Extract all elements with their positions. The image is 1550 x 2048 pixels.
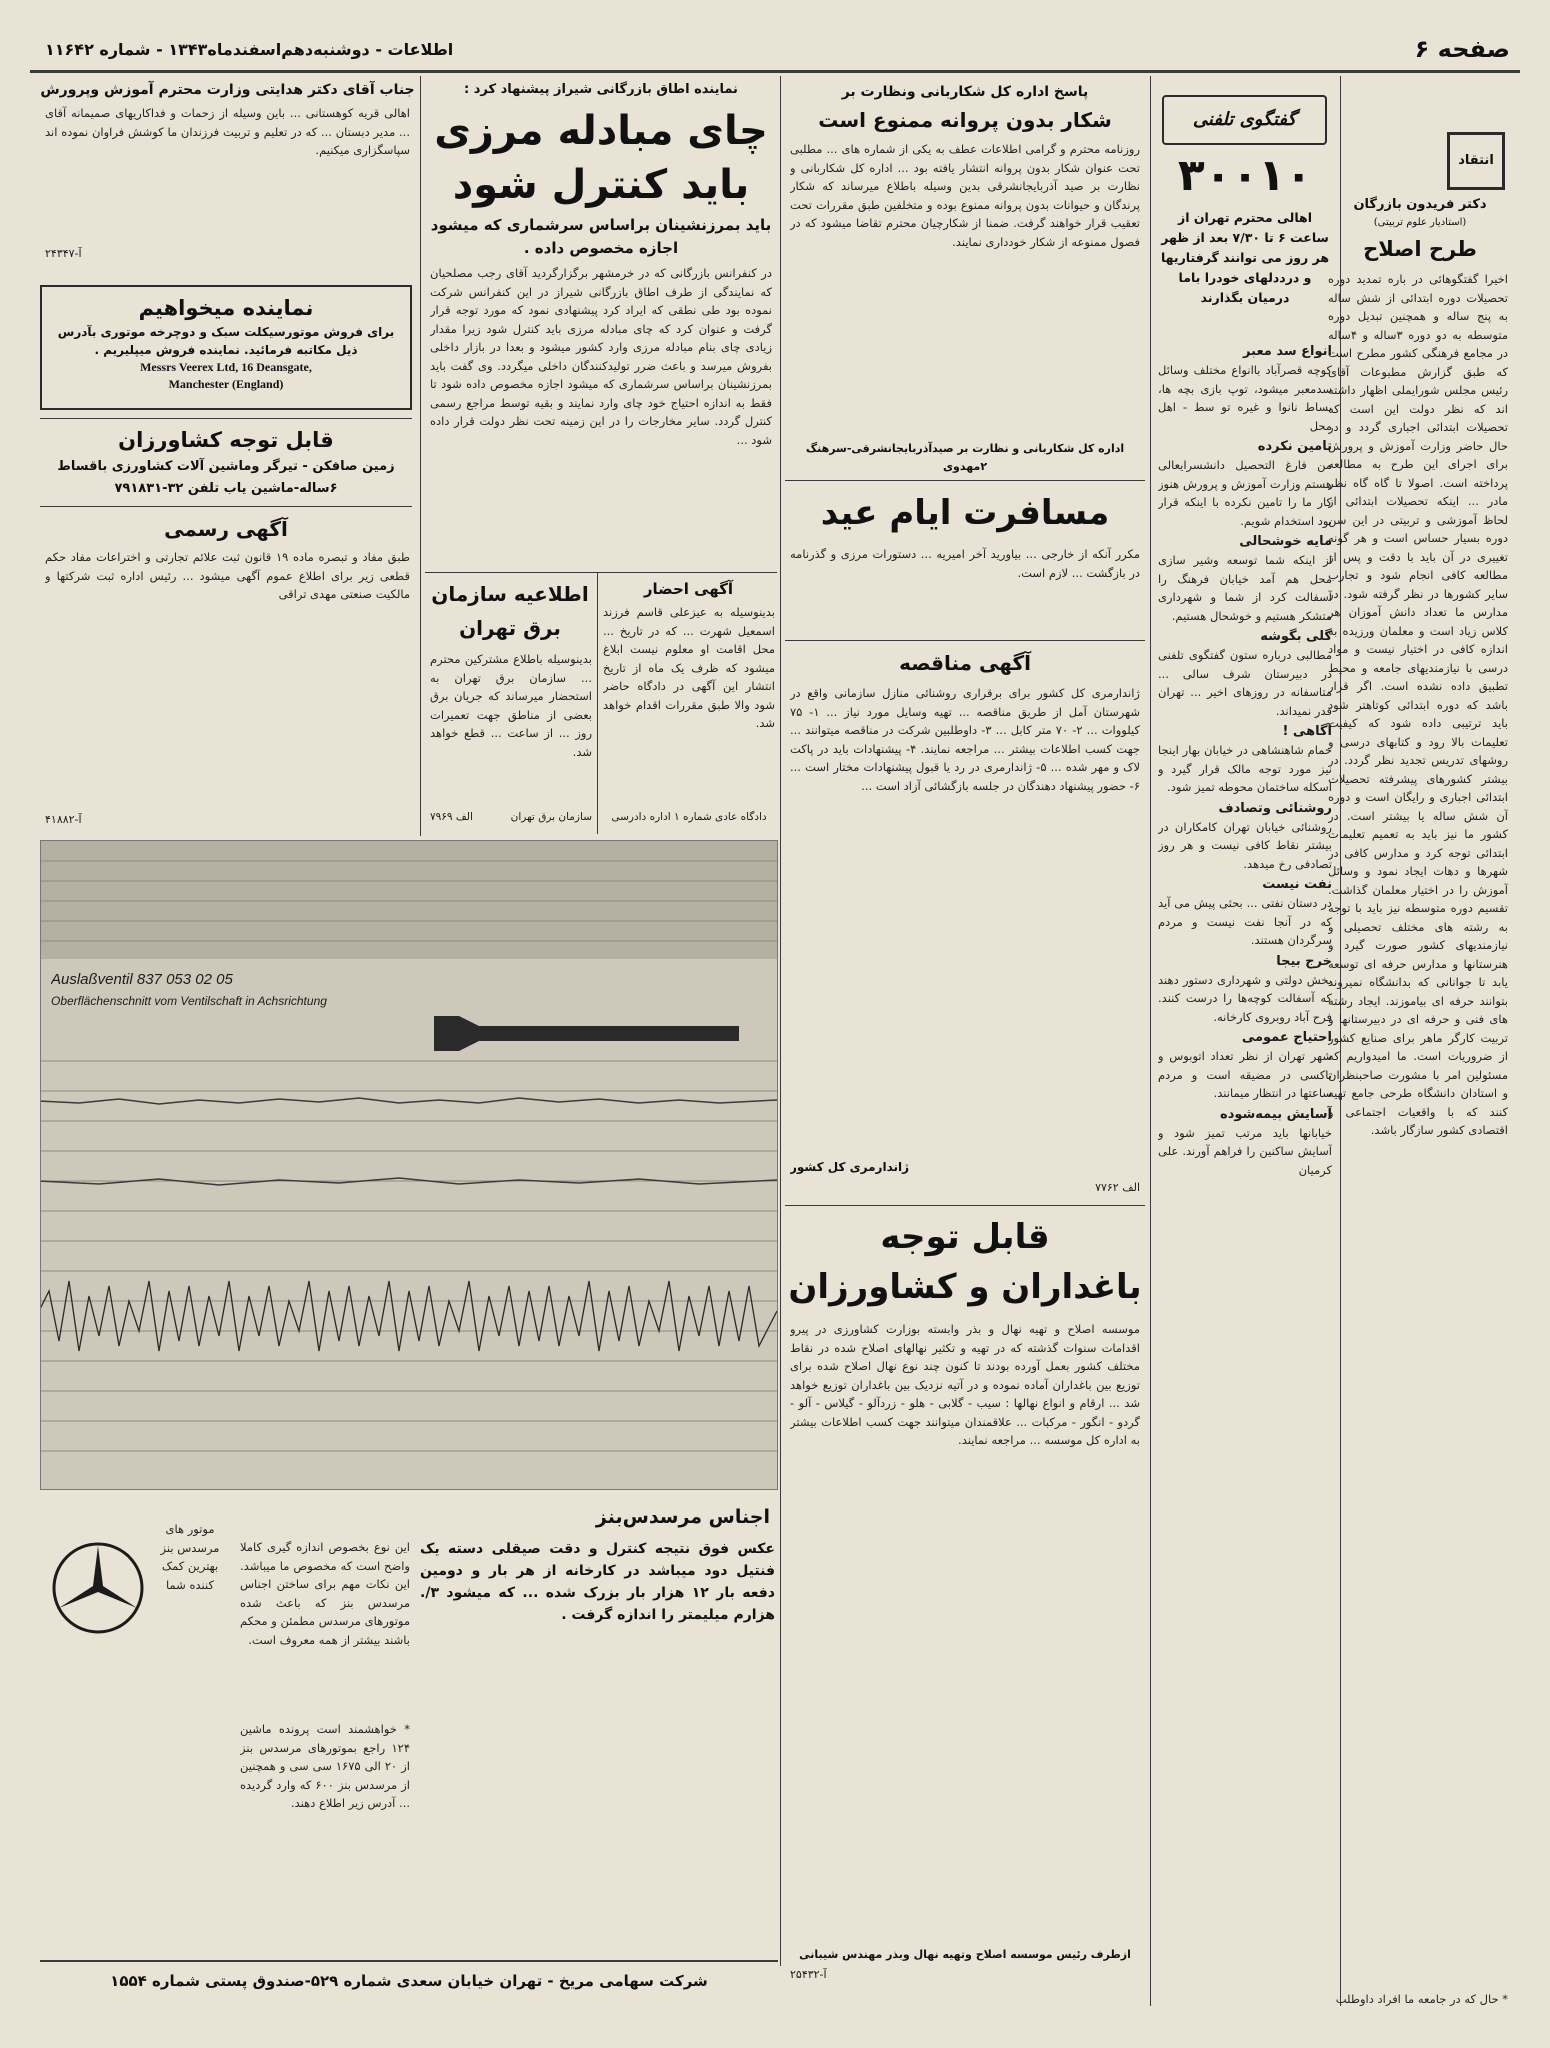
phone-item bbox=[1158, 801, 1332, 874]
monaqese-headline: آگهی مناقصه bbox=[899, 651, 1031, 675]
mercedes-title: اجناس مرسدس‌بنز bbox=[595, 1506, 770, 1528]
mercedes-footer: شرکت سهامی مریخ - تهران خیابان سعدی شماره ۵۲۹-صندوق پستی شماره ۱۵۵۴ bbox=[110, 1972, 708, 1990]
item-title: روشنائی وتصادف bbox=[1218, 800, 1332, 816]
safar-body: مکرر آنکه از خارجی ... بیاورید آخر امیریه ... دستورات مرزی و گذرنامه در بازگشت ... لازم است. bbox=[790, 547, 1140, 580]
item-title: آسایش بیمه‌شوده bbox=[1220, 1106, 1332, 1122]
phone-item bbox=[1158, 534, 1332, 625]
rule bbox=[785, 640, 1145, 641]
valve-shape bbox=[434, 1016, 739, 1051]
byline: دکتر فریدون بازرگان bbox=[1353, 197, 1487, 212]
column-rule bbox=[597, 572, 598, 834]
phone-column-logo: گفتگوی تلفنی bbox=[1162, 95, 1327, 145]
phone-item bbox=[1158, 439, 1332, 530]
farm-ad-body: زمین صافکن - تیرگر وماشین آلات کشاورزی باقساط ۶ساله-ماشین یاب تلفن ۳۲-۷۹۱۸۳۱ bbox=[57, 459, 395, 496]
mercedes-col1: عکس فوق نتیجه کنترل و دقت صیقلی دسته یک فنتیل دود میباشد در کارخانه از هر بار و دومین دفعه بار ۱۲ هزار بار بزرک شده ... که میشود ۳/. هزارم میلیمتر را اندازه گرفت . bbox=[420, 1541, 775, 1623]
bargh-title: اطلاعیه سازمان برق تهران bbox=[431, 582, 589, 640]
phone-item bbox=[1158, 344, 1332, 435]
item-text: روشنائی خیابان تهران کامکاران در بیشتر نقاط کافی نیست و هر روز تصادفی رخ میدهد. bbox=[1158, 819, 1332, 871]
mercedes-note: * خواهشمند است پرونده ماشین ۱۲۴ راجع بموتورهای مرسدس بنز از ۲۰ الی ۱۶۷۵ سی سی و همچنین از مرسدس بنز ۶۰۰ که وارد گردیده ... آدرس زیر اطلاع دهند. bbox=[240, 1722, 410, 1810]
rule bbox=[785, 1205, 1145, 1206]
ehzar-body: بدینوسیله به عیزعلی قاسم فرزند اسمعیل شهرت ... که در تاریخ ... محل اقامت او معلوم نیست ابلاغ میشود که ظرف یک ماه از تاریخ انتشار این آگهی در دادگاه حاضر شود والا طبق مقررات اقدام خواهد شد. bbox=[603, 605, 775, 730]
ad-box-address-1: Messrs Veerex Ltd, 16 Deansgate, bbox=[140, 360, 312, 374]
shekar-sign: اداره کل شکاربانی و نظارت بر صیدآذربایجانشرقی-سرهنگ ۲مهدوی bbox=[805, 442, 1125, 473]
item-text: کوچه قصرآباد باانواع مختلف وسائل سدمعبر میشود، توپ بازی بچه ها، بساط نانوا و غیره تو سط - اهل محل bbox=[1158, 363, 1332, 433]
item-text: از اینکه شما توسعه وشیر سازی محل هم آمد خیابان فرهنگ را آسفالت کرد از شما و شهرداری متشکر هستیم و خوشحال هستیم. bbox=[1158, 553, 1332, 623]
item-title: احتیاج عمومی bbox=[1241, 1030, 1332, 1045]
article-title: طرح اصلاح bbox=[1363, 237, 1477, 261]
item-title: نفت نیست bbox=[1262, 877, 1332, 892]
baghdar-sign: ازطرف رئیس موسسه اصلاح وتهیه نهال وبذر مهندس شیبانی bbox=[799, 1948, 1131, 1961]
item-text: خیابانها باید مرتب تمیز شود و آسایش ساکنین را فراهم آورند. علی کرمیان bbox=[1158, 1125, 1332, 1177]
mercedes-emblem-area bbox=[50, 1520, 230, 1720]
rule bbox=[40, 418, 412, 419]
item-text: در دستان نفتی ... بحثی پیش می آید که در آنجا نفت نیست و مردم سرگردان هستند. bbox=[1158, 896, 1332, 947]
profile-trace-1 bbox=[40, 1098, 777, 1104]
item-title: تامین نکرده bbox=[1257, 439, 1332, 454]
article-footer: * حال که در جامعه ما افراد داوطلب bbox=[1335, 1992, 1508, 2006]
masthead-date: اطلاعات - دوشنبه‌دهم‌اسفندماه۱۳۴۳ - شماره ۱۱۶۴۲ bbox=[45, 40, 454, 59]
tea-body: در کنفرانس بازرگانی که در خرمشهر برگزارگردید آقای رجب مصلحیان که نمایندگی از طرف اطاق بازرگانی شیراز در این کنفرانس شرکت نموده بود طی نطقی که ایراد کرد پیشنهادی نمود که مورد توجه قرار گرفت و عنوان کرد که چای مبادله مرزی باید کنترل شود زیرا مقدار زیادی چای بنام مبادله مرزی وارد کشور میشود و بعدا در بازار داخلی بفروش میرسد و باعث ضرر تولیدکنندگان داخلی میگردد. وی گفت باید بمرزنشینان براساس سرشماری که میشود اجازه مخصوص داده شود تا فقط به اندازه احتیاج خود چای وارد نمایند و بقیه توسط مراجع رسمی کنترل گردد. سایر مخارجات را در این زمینه تحت نظر دولت قرار داده شود ... bbox=[430, 266, 772, 447]
ad-box-address-2: Manchester (England) bbox=[168, 377, 284, 391]
tea-subhead: باید بمرزنشینان براساس سرشماری که میشود اجازه مخصوص داده . bbox=[430, 216, 772, 257]
mercedes-star-icon bbox=[50, 1540, 146, 1636]
rule bbox=[785, 480, 1145, 481]
ad-box bbox=[40, 285, 412, 410]
ventil-photo-svg bbox=[40, 841, 777, 1490]
masthead-rule bbox=[30, 70, 1520, 73]
phone-item bbox=[1158, 629, 1332, 720]
phone-item bbox=[1158, 1107, 1332, 1180]
ad-box-body: برای فروش موتورسیکلت سبک و دوچرخه موتوری بآدرس ذیل مکاتبه فرمائید. نماینده فروش میپلیریم . bbox=[57, 325, 395, 357]
monaqese-body: ژاندارمری کل کشور برای برقراری روشنائی منازل سازمانی واقع در شهرستان آمل از طریق مناقصه ... تهیه وسایل مورد نیاز ... ۱- ۷۵ کیلووات ... ۲- ۷۰ متر کابل ... ۳- داوطلبین شرکت در مناقصه میتوانند ... جهت کسب اطلاعات بیشتر ... مراجعه نمایند. ۴- پیشنهادات باید در پاکت لاک و مهر شده ... ۵- ژاندارمری در رد یا قبول پیشنهادات مختار است ... ۶- حضور پیشنهاد دهندگان در جلسه بازگشائی آزاد است ... bbox=[790, 686, 1140, 793]
ehzar-sign: دادگاه عادی شماره ۱ اداره دادرسی bbox=[611, 811, 767, 823]
phone-item bbox=[1158, 1030, 1332, 1103]
item-title: خرج بیجا bbox=[1276, 953, 1332, 969]
bargh-sign: سازمان برق تهران bbox=[510, 811, 592, 823]
phone-number: ۳۰۰۱۰ bbox=[1177, 150, 1313, 201]
column-rule bbox=[420, 76, 421, 836]
phone-items bbox=[1158, 340, 1332, 1980]
thanks-code: آ-۲۴۳۴۷ bbox=[45, 247, 82, 260]
item-text: بخش دولتی و شهرداری دستور دهند که آسفالت کوچه‌ها را درست کنند. فرح آباد روبروی کارخانه. bbox=[1158, 972, 1332, 1024]
rule bbox=[40, 506, 412, 507]
item-title: مایه خوشحالی bbox=[1239, 534, 1332, 549]
item-text: حمام شاهنشاهی در خیابان بهار اینجا نیز مورد توجه مالک قرار گیرد و اسکله ساختمان محوطه تمیز شود. bbox=[1158, 743, 1332, 794]
column-rule bbox=[780, 76, 781, 1966]
official-ad-title: آگهی رسمی bbox=[164, 517, 288, 541]
column-rule bbox=[1150, 76, 1151, 2006]
item-title: انواع سد معبر bbox=[1243, 344, 1332, 359]
ventil-caption-code: Auslaßventil 837 053 02 05 bbox=[51, 971, 233, 988]
official-ad-code: آ-۴۱۸۸۲ bbox=[45, 813, 82, 826]
item-title: آگاهی ! bbox=[1282, 724, 1332, 739]
official-ad-body: طبق مفاد و تبصره ماده ۱۹ قانون ثبت علائم تجارتی و اختراعات مفاد حکم قطعی زیر برای اطلاع عموم آگهی میشود ... رئیس اداره ثبت شرکتها و مالکیت صنعتی مهدی تراقی bbox=[45, 550, 410, 601]
item-text: شهر تهران از نظر تعداد اتوبوس و تاکسی در مضیقه است و مردم ساعتها در انتظار میمانند. bbox=[1158, 1049, 1332, 1100]
ventil-caption-desc: Oberflächenschnitt vom Ventilschaft in Achsrichtung bbox=[51, 994, 327, 1008]
baghdar-headline-1: قابل توجه bbox=[880, 1217, 1050, 1257]
shekar-headline-top: پاسخ اداره کل شکاربانی ونظارت بر bbox=[841, 84, 1089, 100]
phone-item bbox=[1158, 877, 1332, 950]
item-text: مطالبی درباره ستون گفتگوی تلفنی در دبیرستان شرف سالی ... متاسفانه در روزهای اخیر ... تهران قدر نمیداند. bbox=[1158, 648, 1332, 718]
page-number: صفحه ۶ bbox=[1414, 35, 1510, 63]
tea-headline: چای مبادله مرزی باید کنترل شود bbox=[434, 108, 768, 208]
rule bbox=[40, 1960, 778, 1962]
mercedes-col2: این نوع بخصوص اندازه گیری کاملا واضح است که مخصوص ما میباشد. این نکات مهم برای ساختن اجناس مرسدس بنز که باعث شده موتورهای مرسدس مطمئن و محکم باشند بیشتر از همه معروف است. bbox=[240, 1540, 410, 1647]
byline-sub: (استادیار علوم تربیتی) bbox=[1373, 217, 1467, 228]
baghdar-headline-2: باغداران و کشاورزان bbox=[788, 1267, 1142, 1307]
monaqese-sign: ژاندارمری کل کشور bbox=[790, 1160, 910, 1174]
profile-trace-3 bbox=[40, 1281, 777, 1351]
phone-item bbox=[1158, 954, 1332, 1027]
phone-intro: اهالی محترم تهران از ساعت ۶ تا ۷/۳۰ بعد از ظهر هر روز می توانند گرفتاریها و درددلهای خودرا باما درمیان بگذارند bbox=[1160, 210, 1330, 305]
shekar-body: روزنامه محترم و گرامی اطلاعات عطف به یکی از شماره های ... مطلبی تحت عنوان شکار بدون پروانه انتشار یافته بود ... اداره کل شکاربانی و نظارت بر صید آذربایجانشرقی بدین وسیله باطلاع میرساند که شکار پرندگان و حیوانات بدون پروانه ممنوع بوده و متخلفین طبق مقررات تحت تعقیب قرار خواهند گرفت. ضمنا از شکارچیان محترم تقاضا میشود که در فصول ممنوعه از شکار خودداری نمایند. bbox=[790, 142, 1140, 249]
shekar-headline: شکار بدون پروانه ممنوع است bbox=[818, 108, 1112, 132]
ehzar-title: آگهی احضار bbox=[643, 580, 734, 598]
bargh-body: بدینوسیله باطلاع مشترکین محترم ... سازمان برق تهران به استحضار میرساند که جریان برق بعضی از مناطق جهت تعمیرات روز ... از ساعت ... قطع خواهد شد. bbox=[430, 652, 592, 759]
tea-headline-top: نماینده اطاق بازرگانی شیراز پیشنهاد کرد : bbox=[464, 82, 738, 97]
item-title: گلی بگوشه bbox=[1260, 629, 1332, 644]
farm-ad-title: قابل توجه کشاورزان bbox=[118, 428, 334, 452]
thanks-title: جناب آقای دکتر هدایتی وزارت محترم آموزش وپرورش bbox=[40, 82, 415, 98]
phone-item bbox=[1158, 724, 1332, 797]
rule bbox=[425, 572, 777, 573]
ventil-image bbox=[40, 840, 778, 1490]
safar-headline: مسافرت ایام عید bbox=[820, 493, 1110, 533]
baghdar-code: آ-۲۵۴۳۲ bbox=[790, 1968, 827, 1981]
bargh-code: الف ۷۹۶۹ bbox=[430, 811, 473, 823]
monaqese-code: الف ۷۷۶۲ bbox=[1095, 1181, 1140, 1194]
baghdar-body: موسسه اصلاح و تهیه نهال و بذر وابسته بوزارت کشاورزی در پیرو اقدامات سنوات گذشته که در تهیه و تکثیر نهالهای اصلاح شده در نقاط مختلف کشور بعمل آورده بودند تا کنون چند نوع نهال اصلاح شده برای توزیع بین باغداران آماده نموده و در آتیه نزدیک بین باغداران توزیع خواهد شد ... ارقام و انواع نهالها : سیب - گلابی - هلو - زردآلو - گیلاس - آلو - گردو - انگور - مرکبات ... علاقمندان میتوانند جهت کسب اطلاعات بیشتر به اداره کل موسسه ... مراجعه نمایند. bbox=[790, 1322, 1140, 1447]
article-body: اخیرا گفتگوهائی در باره تمدید دوره تحصیلات دوره ابتدائی از شش ساله به پنج ساله و همچنین تبدیل دوره متوسطه به دو دوره ۳ساله و ۴ساله در مجامع فرهنگی کشور مطرح است که طبق گزارش مطبوعات آقای رئیس مجلس شورایملی اظهار داشته اند که نظر دولت این است که تحصیلات ابتدائی اجباری گردد و در حال حاضر وزارت آموزش و پرورش برای اجرای این طرح به مطالعه پرداخته است. اصولا تا گاه گاه نظر مادر ... اینکه تحصیلات ابتدائی از لحاظ آموزشی و تربیتی در این سن دوره بسیار حساس است و هر گونه تغییری در آن باید با دقت و پس از مطالعه کافی انجام شود و تجارب سایر کشورها در نظر گرفته شود. در مدارس ما تعداد دانش آموزان هر کلاس زیاد است و معلمان ورزیده به اندازه کافی در اختیار نیست و مواد درسی با نیازمندیهای جامعه و محیط تطبیق داده نشده است. اگر قرار باشد که دوره ابتدائی کوتاهتر شود باید ترتیبی داده شود که کیفیت تعلیمات بالا رود و کتابهای درسی و روشهای تدریس تجدید نظر گردد. در بیشتر کشورهای پیشرفته تحصیلات ابتدائی اجباری و رایگان است و دوره آن شش ساله یا بیشتر است. در کشور ما نیز باید به تعمیم تعلیمات ابتدائی توجه کرد و مدارس کافی در شهرها و دهات ایجاد نمود و وسائل آموزش را در اختیار معلمان گذاشت. تقسیم دوره متوسطه نیز باید با توجه به رشته های مختلف تحصیلی و نیازمندیهای کشور صورت گیرد و هنرستانها و مدارس حرفه ای توسعه یابد تا جوانانی که بدانشگاه نمیروند بتوانند حرفه ای بیاموزند. ایجاد رشته های فنی و حرفه ای در دبیرستانها و تربیت کارگر ماهر برای صنایع کشور از ضروریات است. ما امیدواریم که مسئولین امر با مشورت صاحبنظران و استادان دانشگاه طرحی جامع تهیه کنند که با واقعیات اجتماعی و اقتصادی کشور سازگار باشد. bbox=[1328, 272, 1508, 1137]
thanks-body: اهالی قریه کوهستانی ... باین وسیله از زحمات و فداکاریهای صمیمانه آقای ... مدیر دبستان ... که در تعلیم و تربیت فرزندان ما کوشش فراوان نموده اند سپاسگزاری میکنیم. bbox=[45, 106, 410, 157]
mercedes-col3: موتور های مرسدس بنز بهترین کمک کننده شما bbox=[160, 1522, 220, 1592]
item-text: من فارغ التحصیل دانشسرایعالی هستم وزارت آموزش و پرورش هنوز کار ما را تامین نکرده با اینکه قرار بود استخدام شویم. bbox=[1158, 458, 1332, 528]
ad-box-title: نماینده میخواهیم bbox=[138, 296, 314, 320]
enteghad-logo: انتقاد bbox=[1447, 132, 1505, 190]
